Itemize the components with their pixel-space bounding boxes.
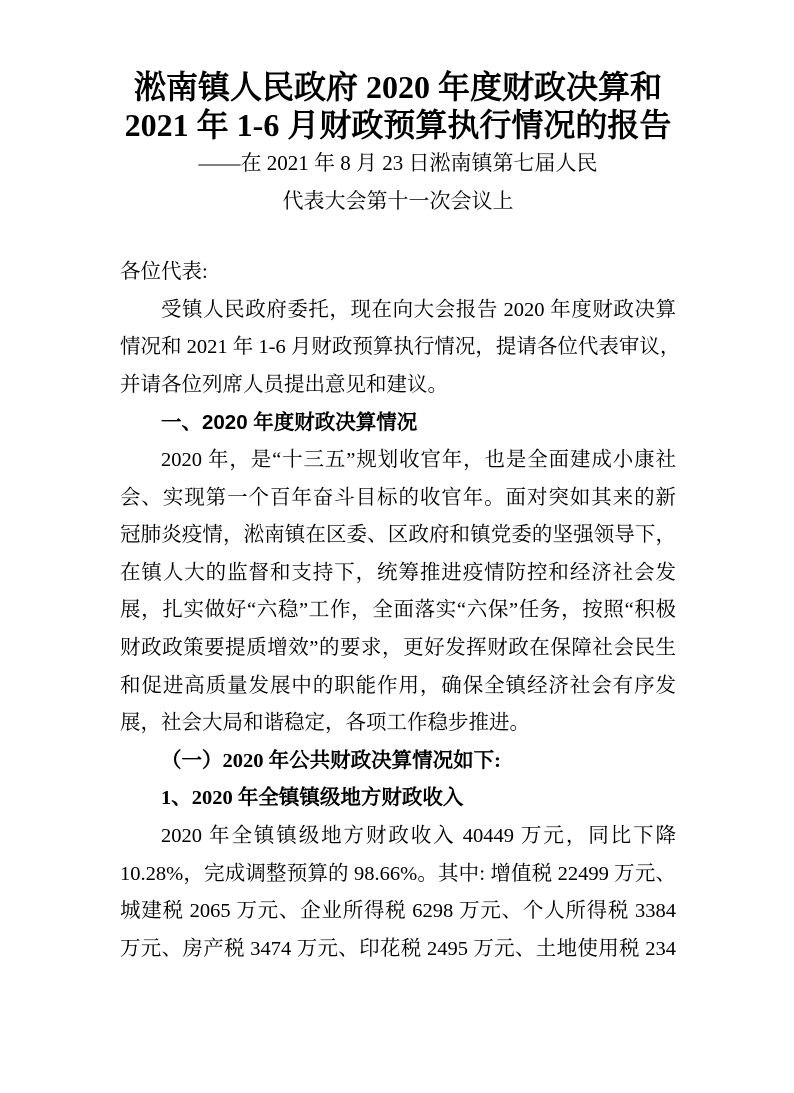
subtitle-line-1: ——在 2021 年 8 月 23 日淞南镇第七届人民 [198, 151, 598, 175]
paragraph-line: 2020 年，是“十三五”规划收官年，也是全面建成小康社 [161, 448, 676, 471]
title-line-1: 淞南镇人民政府 2020 年度财政决算和 [133, 69, 662, 105]
document-body [120, 254, 681, 968]
paragraph-line: 和促进高质量发展中的职能作用，确保全镇经济社会有序发 [120, 674, 676, 697]
paragraph-line: 展，社会大局和谐稳定，各项工作稳步推进。 [120, 712, 530, 735]
paragraph-line: 受镇人民政府委托，现在向大会报告 2020 年度财政决算 [161, 298, 676, 321]
subsubsection-heading: 1、2020 年全镇镇级地方财政收入 [161, 787, 464, 810]
paragraph-line: 会、实现第一个百年奋斗目标的收官年。面对突如其来的新 [120, 486, 676, 509]
paragraph-line: 展，扎实做好“六稳”工作，全面落实“六保”任务，按照“积极 [120, 599, 676, 622]
paragraph-line: 情况和 2021 年 1-6 月财政预算执行情况，提请各位代表审议， [120, 336, 681, 359]
paragraph-line: 财政政策要提质增效”的要求，更好发挥财政在保障社会民生 [120, 636, 676, 659]
section-heading: 一、2020 年度财政决算情况 [161, 411, 418, 435]
paragraph-line: 并请各位列席人员提出意见和建议。 [120, 373, 448, 396]
paragraph-line: 万元、房产税 3474 万元、印花税 2495 万元、土地使用税 234 [120, 937, 676, 960]
paragraph-line: 2020 年全镇镇级地方财政收入 40449 万元，同比下降 [161, 824, 676, 847]
paragraph-line: 10.28%，完成调整预算的 98.66%。其中: 增值税 22499 万元、 [120, 862, 676, 885]
paragraph-line: 在镇人大的监督和支持下，统筹推进疫情防控和经济社会发 [120, 561, 676, 584]
subtitle-line-2: 代表大会第十一次会议上 [282, 189, 514, 213]
document-subtitle [120, 144, 676, 220]
paragraph-line: 冠肺炎疫情，淞南镇在区委、区政府和镇党委的坚强领导下， [120, 524, 676, 547]
paragraph-line: 城建税 2065 万元、企业所得税 6298 万元、个人所得税 3384 [120, 900, 676, 923]
salutation: 各位代表: [120, 261, 208, 283]
document-title [120, 68, 676, 144]
subsection-heading: （一）2020 年公共财政决算情况如下: [161, 749, 501, 772]
title-line-2: 2021 年 1-6 月财政预算执行情况的报告 [124, 107, 672, 143]
